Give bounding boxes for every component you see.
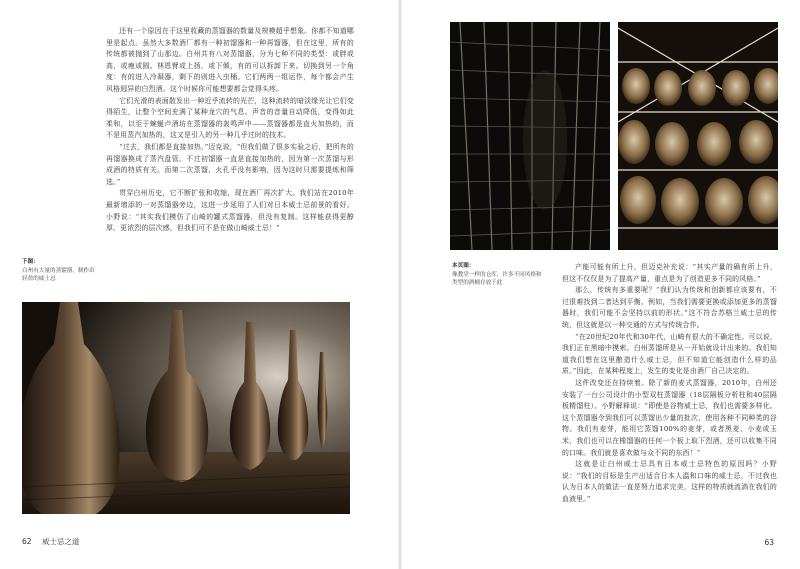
right-body-text bbox=[562, 262, 777, 505]
left-body-text bbox=[106, 26, 354, 235]
paragraph: 它们光滑的表面散发出一种近乎流转的光芒，这种流转的暗淡缘光让它们变得陌生，让整个空间充满了某种龙穴的气息。声音的音量自动降低，变得如此柔和，以至于蜿蜒卢酒坊在蒸馏器的轰鸣声中——蒸馏器都是直火加热的，而不是用蒸汽加热的，这又是引入的另一种几乎过时的技术。 bbox=[106, 96, 354, 140]
page-footer bbox=[22, 536, 79, 547]
caption-title: 本页图： bbox=[452, 263, 475, 269]
page-number: 63 bbox=[764, 538, 774, 547]
warehouse-racks-photo bbox=[450, 22, 610, 250]
paragraph: 这件改变还在持续着。除了新的麦式蒸馏器，2010年，白州还安装了一台公司设计的小型双柱蒸馏器（18层隔板分析柱和40层隔板精馏柱）。小野解释说：“即使是谷物威士忌，我们也需要多样化。这个蒸馏器令到我们可以蒸馏出少量的批次，使用各种不同种类的谷物。我们有麦芽，能用它蒸馏100%的麦芽，或者黑麦、小麦或玉米，我们也可以在橡馏器的任何一个板上取下烈酒，还可以收集不同的口味。我们就是喜欢做与众不同的东西！” bbox=[562, 378, 777, 457]
paragraph: 贯穿白州历史，它不断扩张和收缩，现在酒厂再次扩大。我们站在2010年最新增添的一对蒸馏器旁边，这进一步延用了人们对日本威士忌前景的看好。小野说：“其实我们模仿了山崎的罐式蒸馏器，但没有复制。这样能获得更醇厚、更浓烈的层次感，但我们可不是在做山崎威士忌！” bbox=[106, 189, 354, 233]
caption-text: 像教堂一样的仓库，许多不同风格和类型的酒桶存放于此 bbox=[452, 271, 542, 287]
paragraph: 那么，传统有多重要呢？“我们认为传统和创新都应该要有，不过很难找到二者达到平衡。例如，当我们需要更换或添加更多的蒸馏器时，我们可能不会坚持以前的形状。”这不符合苏格兰威士忌的传统，但这就是以一种交通的方式与传统合作。 bbox=[562, 286, 777, 329]
page-number: 62 bbox=[22, 537, 32, 546]
photo-caption bbox=[452, 262, 547, 288]
pot-stills-image bbox=[22, 302, 350, 514]
paragraph: “在20世纪20年代和30年代，山崎有很大的不确定性。可以说，我们正在黑暗中摸索。白州蒸馏所是从一开始就设计出来的。我们知道我们想在这里酿造什么威士忌，但不知道它能创造什么样的品质。”因此，在某种程度上，发生的变化是由酒厂自己决定的。 bbox=[562, 332, 777, 376]
right-page bbox=[400, 0, 800, 569]
caption-text: 白州有大量的蒸馏器，制作出轻盈的威士忌 bbox=[22, 267, 95, 283]
paragraph: “过去，我们都是直接加热，”迈克说，“但我们做了很多实验之后，把所有的再馏器换成了蒸汽盘管。不过初馏器一直是直接加热的，因为第一次蒸馏与形成酒的特质有关。而第二次蒸馏，火孔乎没有影响，因为这时只需要提炼和筛选。” bbox=[106, 142, 354, 186]
barrel-racks-photo bbox=[618, 22, 778, 250]
caption-title: 下图： bbox=[22, 259, 39, 265]
paragraph: 产能可能有所上升，但迈克补充说：“其实产量的确有所上升，但这不仅仅是为了提高产量，重点是为了创造更多不同的风格。” bbox=[562, 263, 777, 283]
warehouse-racks-image bbox=[450, 22, 610, 250]
page-footer bbox=[764, 538, 774, 547]
paragraph: 还有一个原因在于这里收藏的蒸馏器的数量及规模超乎想象。你都不知道哪里是起点。虽然大多数酒厂都有一种初馏器和一种再馏器，但在这里，所有的传统都被抛到了山那边。白州共有八对蒸馏器，分为七种不同的类型：或胖或高，或瘦或圆。林恩臂或上扬，或下倾，有的可以拆卸下来。切换到另一个角度：有的进入冷凝器，剩下的则进入虫桶。它们两两一组运作，每个都会产生风格迥异的白烈酒。这个时候你可能想要都会觉得头疼。 bbox=[106, 27, 354, 93]
paragraph: 这就是让白州威士忌具有日本威士忌特色的原因吗？小野说：“我们的目标是生产出适合日本人温和口味的威士忌，不过我也认为日本人的做法一直是努力追求完美，这样的特质就流淌在我们的血液里。” bbox=[562, 460, 777, 503]
barrel-racks-image bbox=[618, 22, 778, 250]
book-title: 威士忌之道 bbox=[41, 537, 80, 546]
photo-caption bbox=[22, 258, 100, 284]
pot-stills-photo bbox=[22, 302, 350, 514]
